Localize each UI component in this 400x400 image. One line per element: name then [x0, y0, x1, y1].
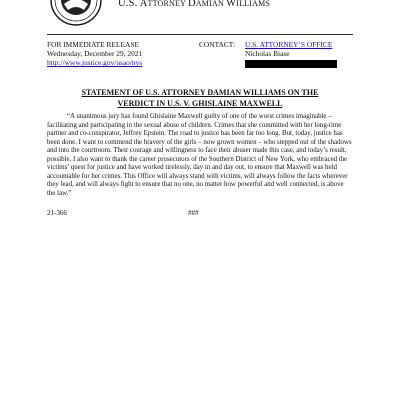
release-status: FOR IMMEDIATE RELEASE	[47, 40, 139, 49]
title-line-1: STATEMENT OF U.S. ATTORNEY DAMIAN WILLIAMS ON THE	[81, 88, 319, 97]
release-website-link[interactable]: http://www.justice.gov/usao/nys	[47, 58, 143, 68]
header-divider	[47, 34, 353, 35]
heading-cap-d: D	[188, 0, 196, 9]
heading-last-name-rest: ILLIAMS	[236, 0, 271, 8]
office-heading	[118, 0, 270, 9]
release-info	[47, 40, 142, 68]
end-mark: ###	[188, 209, 199, 217]
contact-person: Nicholas Biase	[245, 49, 290, 59]
redacted-phone	[245, 60, 337, 68]
contact-info	[199, 40, 337, 68]
title-line-2: VERDICT IN U.S. V. GHISLAINE MAXWELL	[117, 98, 283, 108]
heading-cap-a: A	[139, 0, 148, 9]
heading-first-name-rest: AMIAN	[195, 0, 227, 8]
heading-cap-w: W	[226, 0, 237, 9]
statement-title	[47, 88, 353, 109]
statement-body: “A unanimous jury has found Ghislaine Maxwell guilty of one of the worst crimes imaginable – facilitating and participating in the sexual abuse of children. Crimes that she committed with her long-time partner and co-conspirator, Jeffrey Epstein. The road to justice has been far too long. But, today, justice has been done. I want to commend the bravery of the girls – now grown women – who stepped out of the shadows and into the courtroom. Their courage and willingness to face their abuser made this case, and today’s result, possible. I also want to thank the career prosecutors of the Southern District of New York, who embraced the victims’ quest for justice and have worked tirelessly, day in and day out, to ensure that Maxwell was held accountable for her crimes. This Office will always stand with victims, will always follow the facts wherever they lead, and will always fight to ensure that no one, no matter how powerful and well connected, is above the law.”	[47, 113, 352, 197]
contact-label: CONTACT:	[199, 40, 235, 49]
contact-office-link[interactable]: U.S. ATTORNEY’S OFFICE	[245, 40, 333, 49]
heading-prefix: U.S.	[118, 0, 140, 9]
contact-values	[245, 40, 337, 68]
release-date: Wednesday, December 29, 2021	[47, 49, 143, 59]
release-number: 21-366	[47, 209, 67, 217]
heading-attorney-rest: TTORNEY	[147, 0, 189, 8]
doj-seal-icon	[50, 0, 102, 26]
